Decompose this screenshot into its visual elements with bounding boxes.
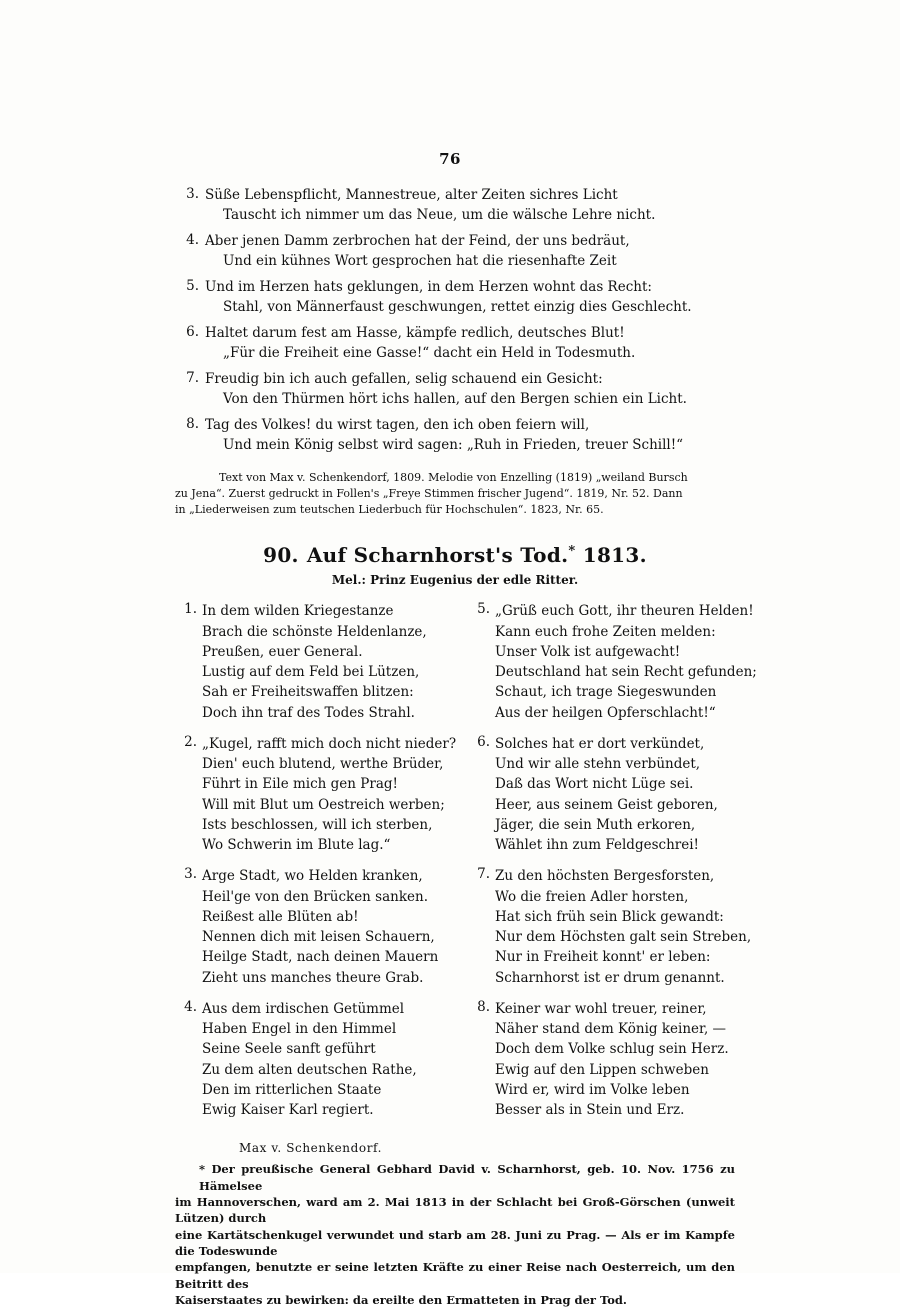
verse-number: 6. bbox=[477, 733, 490, 750]
verse-line: Zieht uns manches theure Grab. bbox=[202, 969, 424, 986]
verse-lines bbox=[495, 866, 751, 988]
verse bbox=[175, 601, 442, 723]
verse-lines bbox=[495, 999, 729, 1121]
stanza-line: Süße Lebenspflicht, Mannestreue, alter Zeiten sichres Licht bbox=[205, 187, 618, 203]
verse-number: 5. bbox=[477, 601, 490, 618]
footnote-marker: * bbox=[568, 543, 576, 559]
verse-columns bbox=[175, 601, 757, 1131]
stanza-lines bbox=[205, 278, 692, 318]
stanza bbox=[175, 416, 735, 456]
song-author: Max v. Schenkendorf. bbox=[239, 1141, 383, 1156]
stanza-number: 8. bbox=[186, 415, 199, 432]
verse-line: Wo Schwerin im Blute lag.“ bbox=[202, 837, 391, 854]
verse-number: 2. bbox=[184, 733, 197, 750]
verse-line: Hat sich früh sein Blick gewandt: bbox=[495, 908, 724, 925]
song-title-text: Auf Scharnhorst's Tod. bbox=[306, 543, 569, 568]
stanza-line: Und ein kühnes Wort gesprochen hat die riesenhafte Zeit bbox=[223, 252, 617, 269]
verse-line: Aus der heilgen Opferschlacht!“ bbox=[495, 704, 716, 721]
verse bbox=[468, 866, 752, 988]
stanza-lines bbox=[205, 232, 630, 272]
verse-line: Deutschland hat sein Recht gefunden; bbox=[495, 664, 757, 681]
verse-line: Keiner war wohl treuer, reiner, bbox=[495, 1000, 707, 1017]
verse bbox=[175, 733, 457, 856]
verse bbox=[468, 999, 735, 1121]
verse-line: Seine Seele sanft geführt bbox=[202, 1041, 376, 1058]
stanza-lines bbox=[205, 416, 683, 456]
verse-line: Nur in Freiheit konnt' er leben: bbox=[495, 949, 711, 966]
verse-number: 1. bbox=[184, 601, 197, 618]
stanza-line: Haltet darum fest am Hasse, kämpfe redlich, deutsches Blut! bbox=[205, 324, 625, 341]
song-heading bbox=[175, 543, 735, 567]
verse-line: Unser Volk ist aufgewacht! bbox=[495, 643, 681, 660]
verse-line: Den im ritterlichen Staate bbox=[202, 1081, 382, 1098]
verse-line: Nur dem Höchsten galt sein Streben, bbox=[495, 929, 752, 946]
verse-number: 8. bbox=[477, 998, 490, 1015]
verse-line: Heer, aus seinem Geist geboren, bbox=[495, 796, 718, 813]
verse-line: Daß das Wort nicht Lüge sei. bbox=[495, 776, 694, 793]
verse-line: In dem wilden Kriegestanze bbox=[202, 603, 394, 620]
verse-line: Arge Stadt, wo Helden kranken, bbox=[202, 868, 423, 885]
verse-line: Kann euch frohe Zeiten melden: bbox=[495, 623, 716, 640]
verse-lines bbox=[495, 734, 718, 856]
source-note-line: Text von Max v. Schenkendorf, 1809. Melodie von Enzelling (1819) „weiland Bursch bbox=[219, 470, 688, 484]
verse-line: „Grüß euch Gott, ihr theuren Helden! bbox=[495, 603, 754, 620]
page-number: 76 bbox=[439, 150, 461, 168]
source-note-line: in „Liederweisen zum teutschen Liederbuch für Hochschulen“. 1823, Nr. 65. bbox=[175, 502, 604, 516]
verse-line: Reißest alle Blüten ab! bbox=[202, 908, 359, 925]
verse-line: Preußen, euer General. bbox=[202, 643, 363, 660]
stanza-number: 3. bbox=[186, 186, 199, 202]
verse-line: Heil'ge von den Brücken sanken. bbox=[202, 888, 428, 905]
verse-line: Und wir alle stehn verbündet, bbox=[495, 756, 701, 773]
verse-line: Scharnhorst ist er drum genannt. bbox=[495, 969, 725, 986]
verse-line: Haben Engel in den Himmel bbox=[202, 1021, 397, 1038]
page-content bbox=[175, 186, 757, 1308]
footnote-line: eine Kartätschenkugel verwundet und starb am 28. Juni zu Prag. — Als er im Kampfe die Todeswunde bbox=[175, 1227, 735, 1259]
verse-number: 4. bbox=[184, 998, 197, 1015]
song-number: 90. bbox=[263, 543, 299, 568]
verse-line: Lustig auf dem Feld bei Lützen, bbox=[202, 664, 420, 681]
stanza bbox=[175, 324, 735, 364]
verse-line: Schaut, ich trage Siegeswunden bbox=[495, 684, 717, 701]
verse-line: Wählet ihn zum Feldgeschrei! bbox=[495, 837, 699, 854]
stanza-lines bbox=[205, 324, 635, 364]
stanza-line: Freudig bin ich auch gefallen, selig schauend ein Gesicht: bbox=[205, 370, 603, 387]
verse-line: Ewig auf den Lippen schweben bbox=[495, 1061, 709, 1078]
stanza-number: 6. bbox=[186, 323, 199, 340]
footnote-line: * Der preußische General Gebhard David v. Scharnhorst, geb. 10. Nov. 1756 zu Hämelsee bbox=[199, 1162, 735, 1193]
stanza-number: 4. bbox=[186, 231, 199, 248]
verse-line: Doch dem Volke schlug sein Herz. bbox=[495, 1041, 729, 1058]
verse-line: Führt in Eile mich gen Prag! bbox=[202, 776, 398, 793]
stanza-number: 7. bbox=[186, 369, 199, 386]
verse-line: Sah er Freiheitswaffen blitzen: bbox=[202, 684, 414, 701]
song-year: 1813. bbox=[582, 543, 647, 568]
stanza-line: Von den Thürmen hört ichs hallen, auf den Bergen schien ein Licht. bbox=[223, 390, 687, 407]
right-column bbox=[468, 601, 757, 1131]
verse-number: 3. bbox=[184, 866, 197, 883]
verse-lines bbox=[202, 601, 427, 723]
verse-line: Jäger, die sein Muth erkoren, bbox=[495, 816, 696, 833]
footnote-line: im Hannoverschen, ward am 2. Mai 1813 in der Schlacht bei Groß-Görschen (unweit Lützen) durch bbox=[175, 1195, 735, 1226]
verse bbox=[175, 866, 442, 988]
verse-line: Ists beschlossen, will ich sterben, bbox=[202, 816, 433, 833]
stanza-lines bbox=[205, 186, 655, 226]
song-melody: Mel.: Prinz Eugenius der edle Ritter. bbox=[331, 573, 579, 588]
verse-line: „Kugel, rafft mich doch nicht nieder? bbox=[202, 735, 457, 752]
stanza-line: Und im Herzen hats geklungen, in dem Herzen wohnt das Recht: bbox=[205, 278, 652, 295]
stanza-line: Und mein König selbst wird sagen: „Ruh in Frieden, treuer Schill!“ bbox=[223, 436, 684, 453]
verse-line: Doch ihn traf des Todes Strahl. bbox=[202, 704, 415, 721]
verse-line: Wo die freien Adler horsten, bbox=[495, 888, 689, 905]
verse-line: Wird er, wird im Volke leben bbox=[495, 1081, 690, 1098]
verse bbox=[175, 999, 442, 1121]
stanza-line: Stahl, von Männerfaust geschwungen, rettet einzig dies Geschlecht. bbox=[223, 298, 692, 315]
verse-lines bbox=[202, 734, 456, 856]
stanza-line: Aber jenen Damm zerbrochen hat der Feind, der uns bedräut, bbox=[205, 232, 630, 249]
stanza bbox=[175, 370, 735, 410]
source-note bbox=[175, 470, 735, 518]
verse bbox=[468, 734, 735, 856]
verse-line: Aus dem irdischen Getümmel bbox=[202, 1000, 405, 1017]
verse-line: Zu dem alten deutschen Rathe, bbox=[202, 1061, 417, 1078]
verse-line: Besser als in Stein und Erz. bbox=[495, 1102, 685, 1119]
footnote bbox=[175, 1161, 735, 1308]
stanza-number: 5. bbox=[186, 277, 199, 294]
footnote-line: Kaiserstaates zu bewirken: da ereilte den Ermatteten in Prag der Tod. bbox=[175, 1293, 627, 1308]
verse-number: 7. bbox=[477, 866, 490, 883]
verse-lines bbox=[495, 601, 757, 723]
verse-line: Brach die schönste Heldenlanze, bbox=[202, 623, 427, 640]
verse bbox=[468, 601, 757, 723]
verse-line: Solches hat er dort verkündet, bbox=[495, 735, 705, 752]
stanza bbox=[175, 232, 735, 272]
left-column bbox=[175, 601, 457, 1131]
stanza-line: „Für die Freiheit eine Gasse!“ dacht ein Held in Todesmuth. bbox=[223, 344, 636, 361]
footnote-line: empfangen, benutzte er seine letzten Kräfte zu einer Reise nach Oesterreich, um den Beitritt des bbox=[175, 1260, 735, 1291]
stanza-lines bbox=[205, 370, 687, 410]
verse-lines bbox=[202, 999, 417, 1121]
source-note-line: zu Jena“. Zuerst gedruckt in Follen's „Freye Stimmen frischer Jugend“. 1819, Nr. 52. Dann bbox=[175, 486, 683, 500]
verse-line: Dien' euch blutend, werthe Brüder, bbox=[202, 756, 444, 773]
stanza bbox=[175, 186, 735, 226]
stanza-line: Tag des Volkes! du wirst tagen, den ich oben feiern will, bbox=[205, 416, 590, 433]
verse-line: Nennen dich mit leisen Schauern, bbox=[202, 929, 435, 946]
stanza-line: Tauscht ich nimmer um das Neue, um die wälsche Lehre nicht. bbox=[223, 206, 656, 223]
previous-song-stanzas bbox=[175, 186, 735, 456]
verse-lines bbox=[202, 866, 438, 988]
verse-line: Will mit Blut um Oestreich werben; bbox=[202, 796, 445, 813]
stanza bbox=[175, 278, 735, 318]
verse-line: Heilge Stadt, nach deinen Mauern bbox=[202, 949, 439, 966]
verse-line: Näher stand dem König keiner, — bbox=[495, 1021, 727, 1038]
verse-line: Ewig Kaiser Karl regiert. bbox=[202, 1102, 374, 1119]
verse-line: Zu den höchsten Bergesforsten, bbox=[495, 868, 715, 885]
